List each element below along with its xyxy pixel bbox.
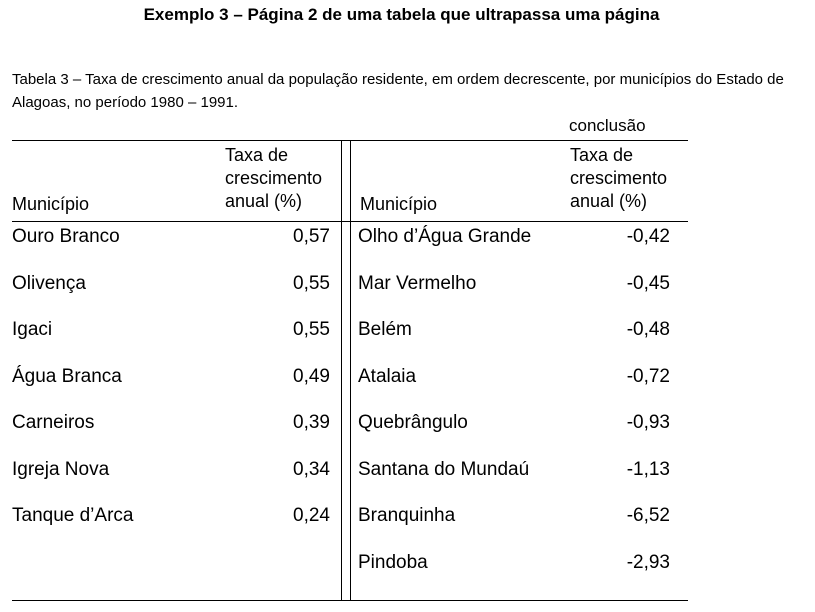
right-taxa-cell: -0,42 — [626, 226, 670, 247]
left-municipio-cell: Igaci — [12, 319, 53, 340]
left-municipio-cell: Tanque d’Arca — [12, 505, 134, 526]
right-municipio-cell: Pindoba — [358, 552, 428, 573]
right-municipio-cell: Quebrângulo — [358, 412, 468, 433]
column-divider-right — [350, 140, 351, 600]
right-taxa-cell: -0,72 — [626, 366, 670, 387]
right-taxa-cell: -6,52 — [626, 505, 670, 526]
left-taxa-cell: 0,24 — [293, 505, 330, 526]
left-municipio-cell: Igreja Nova — [12, 459, 110, 480]
left-municipio-cell: Ouro Branco — [12, 226, 120, 247]
left-taxa-cell: 0,57 — [293, 226, 330, 247]
table-caption: Tabela 3 – Taxa de crescimento anual da população residente, em ordem decrescente, por municípios do Estado de Alagoas, no período 1980 – 1991. — [12, 71, 784, 111]
continuation-label: conclusão — [569, 116, 646, 135]
page-title: Exemplo 3 – Página 2 de uma tabela que ultrapassa uma página — [143, 5, 660, 24]
left-taxa-cell: 0,55 — [293, 273, 330, 294]
left-municipio-cell: Carneiros — [12, 412, 95, 433]
left-taxa-cell: 0,49 — [293, 366, 330, 387]
right-taxa-cell: -0,48 — [626, 319, 670, 340]
left-taxa-cell: 0,39 — [293, 412, 330, 433]
right-taxa-cell: -0,45 — [626, 273, 670, 294]
left-taxa-cell: 0,34 — [293, 459, 330, 480]
table-bottom-rule — [12, 600, 688, 601]
header-municipio-right: Município — [360, 194, 438, 214]
header-taxa-left: Taxa de crescimento anual (%) — [225, 145, 323, 211]
right-municipio-cell: Santana do Mundaú — [358, 459, 530, 480]
right-municipio-cell: Mar Vermelho — [358, 273, 477, 294]
left-taxa-cell: 0,55 — [293, 319, 330, 340]
left-municipio-cell: Olivença — [12, 273, 86, 294]
right-municipio-cell: Branquinha — [358, 505, 456, 526]
left-municipio-cell: Água Branca — [12, 366, 122, 387]
right-taxa-cell: -1,13 — [626, 459, 670, 480]
right-municipio-cell: Belém — [358, 319, 412, 340]
right-municipio-cell: Atalaia — [358, 366, 417, 387]
right-taxa-cell: -0,93 — [626, 412, 670, 433]
right-municipio-cell: Olho d’Água Grande — [358, 226, 532, 247]
header-taxa-right: Taxa de crescimento anual (%) — [570, 145, 668, 211]
header-municipio-left: Município — [12, 194, 90, 214]
column-divider-left — [341, 140, 342, 600]
right-taxa-cell: -2,93 — [626, 552, 670, 573]
